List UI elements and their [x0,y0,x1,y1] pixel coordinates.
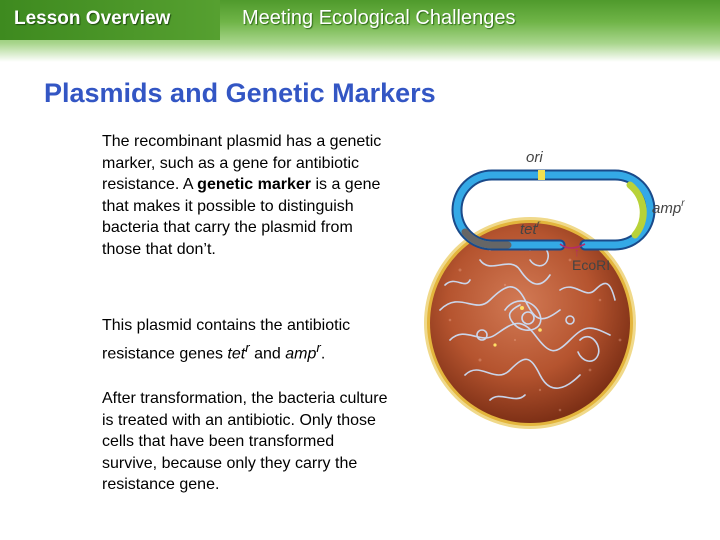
ecori-arrow-icon: ↑ [574,245,580,259]
p1-text-start: The recombinant plasmid has a genetic marker, such as a gene for antibiotic resistance. A [102,133,382,193]
p2-gene-tet: tet [227,344,246,362]
slide-title: Plasmids and Genetic Markers [44,78,436,108]
label-ori: ori [526,149,543,166]
label-tet-sup: r [536,219,541,230]
chapter-title: Meeting Ecological Challenges [242,7,516,29]
header-bar [0,0,720,62]
paragraph-genetic-marker [102,131,392,260]
lesson-label: Lesson Overview [14,8,171,29]
p2-text-end: . [320,344,326,362]
paragraph-resistance-genes [102,315,392,364]
p2-text-mid: and [249,344,286,362]
label-amp-base: amp [652,200,682,217]
p1-bold-term: genetic marker [197,176,312,193]
label-tet-base: tet [520,221,537,238]
p2-text-start: This plasmid contains the antibiotic resistance genes [102,317,351,362]
p2-gene-amp-sup: r [316,339,321,355]
amp-gene-segment [630,185,643,235]
p1-text-end: is a gene that makes it possible to distinguish bacteria that carry the plasmid from those that don’t. [102,176,381,258]
p2-gene-amp: amp [285,344,317,362]
p2-gene-tet-sup: r [245,339,250,355]
label-amp-sup: r [681,198,685,209]
ori-marker [538,170,545,180]
paragraph-transformation: After transformation, the bacteria culture is treated with an antibiotic. Only those cells that have been transformed survive, because only they carry the resistance gene. [102,390,388,493]
plasmid-figure [420,140,716,430]
label-ecori: EcoRI [572,257,611,273]
label-amp [652,198,685,217]
